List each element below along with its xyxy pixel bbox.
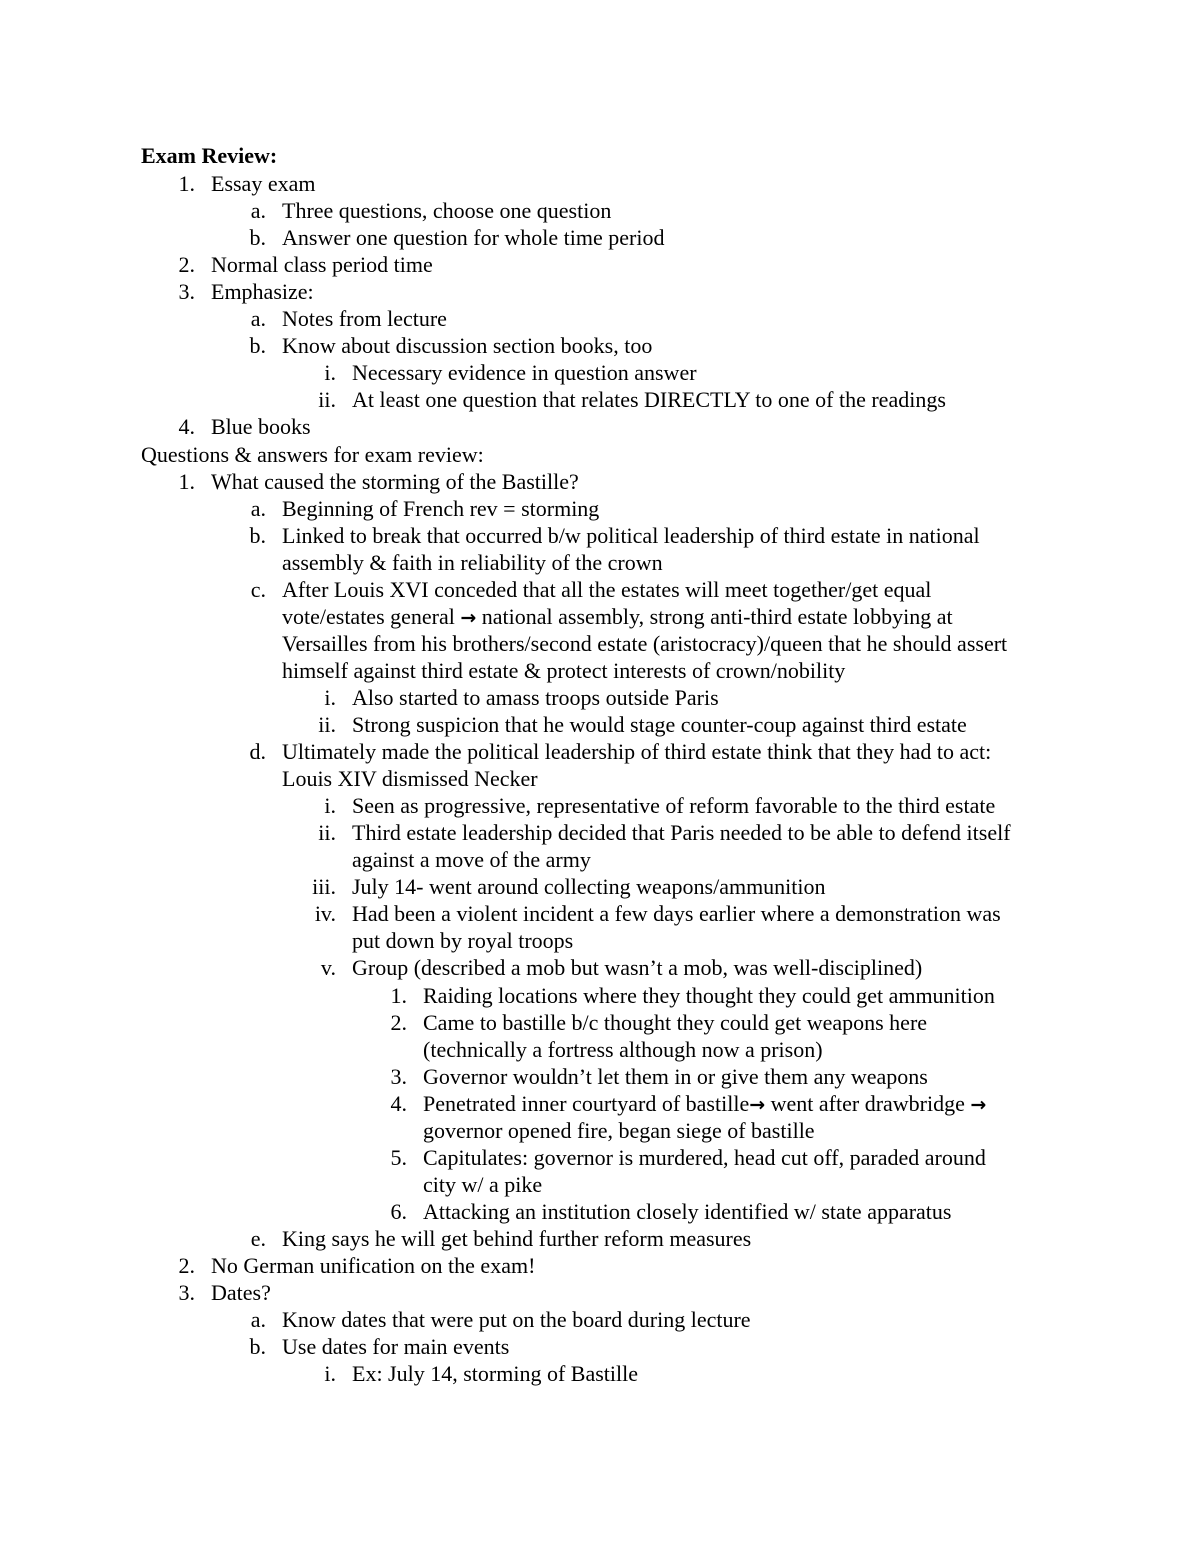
list-marker: iv. (314, 901, 336, 927)
list-item-text: No German unification on the exam! (211, 1253, 536, 1278)
list-item-text: Raiding locations where they thought they could get ammunition (423, 982, 995, 1008)
list-item-text: Penetrated inner courtyard of bastille→ went after drawbridge → (423, 1090, 987, 1116)
outline-line (0, 278, 1200, 305)
list-marker: d. (249, 739, 266, 765)
outline-line (0, 1252, 1200, 1279)
outline-line (0, 305, 1200, 332)
list-item-text: vote/estates general → national assembly, strong anti-third estate lobbying at (282, 603, 953, 629)
outline-line (0, 738, 1200, 765)
outline-line (0, 1117, 1200, 1144)
arrow-icon: → (460, 606, 477, 629)
list-item-text: Louis XIV dismissed Necker (282, 766, 538, 792)
list-item-text: What caused the storming of the Bastille? (211, 468, 579, 494)
list-item-text: Dates? (211, 1280, 271, 1306)
list-item-text: Essay exam (211, 171, 316, 196)
list-item-text: (technically a fortress although now a prison) (423, 1036, 823, 1062)
outline-line (0, 846, 1200, 873)
outline-line (0, 1360, 1200, 1387)
outline-line (0, 386, 1200, 413)
list-item-text: put down by royal troops (352, 928, 574, 954)
list-marker: 6. (390, 1198, 407, 1224)
list-item-text: At least one question that relates DIRECTLY to one of the readings (352, 387, 946, 413)
list-marker: 3. (390, 1063, 407, 1089)
list-marker: 4. (390, 1090, 407, 1116)
list-item-text: himself against third estate & protect interests of crown/nobility (282, 657, 846, 683)
outline-line (0, 792, 1200, 819)
list-marker: 2. (178, 1253, 195, 1278)
outline-line (0, 873, 1200, 900)
list-item-text: Emphasize: (211, 279, 314, 305)
list-marker: i. (324, 1361, 336, 1387)
list-item-text: Normal class period time (211, 252, 433, 278)
list-item-text: city w/ a pike (423, 1171, 543, 1197)
list-item-text: Group (described a mob but wasn’t a mob, was well-disciplined) (352, 955, 923, 981)
outline-line (0, 332, 1200, 359)
list-item-text: governor opened fire, began siege of bastille (423, 1117, 815, 1143)
outline-line (0, 900, 1200, 927)
arrow-icon: → (749, 1093, 766, 1116)
outline-line (0, 549, 1200, 576)
list-marker: 4. (178, 414, 195, 440)
list-marker: ii. (318, 387, 336, 413)
outline-line (0, 468, 1200, 495)
outline-line (0, 711, 1200, 738)
outline-line (0, 197, 1200, 224)
outline-line (0, 1063, 1200, 1090)
list-item-text: Notes from lecture (282, 306, 447, 332)
outline-line (0, 170, 1200, 197)
list-item-text: Had been a violent incident a few days earlier where a demonstration was (352, 901, 1001, 927)
outline-line (0, 927, 1200, 954)
list-marker: 1. (390, 982, 407, 1008)
outline-line (0, 765, 1200, 792)
list-item-text: Three questions, choose one question (282, 198, 612, 224)
list-item-text: Know about discussion section books, too (282, 333, 653, 359)
list-item-text: Blue books (211, 414, 311, 440)
outline-line (0, 1090, 1200, 1117)
list-item-text: Beginning of French rev = storming (282, 495, 600, 521)
list-marker: a. (250, 1307, 266, 1333)
list-item-text: Questions & answers for exam review: (141, 441, 484, 467)
list-item-text: Versailles from his brothers/second estate (aristocracy)/queen that he should assert (282, 630, 1008, 656)
list-marker: 2. (390, 1009, 407, 1035)
list-item-text: Also started to amass troops outside Paris (352, 684, 719, 710)
list-item-text: Third estate leadership decided that Paris needed to be able to defend itself (352, 820, 1011, 846)
list-marker: iii. (312, 874, 336, 900)
list-item-text: against a move of the army (352, 847, 591, 873)
list-item-text: Know dates that were put on the board during lecture (282, 1307, 751, 1333)
list-marker: i. (324, 360, 336, 386)
list-marker: c. (250, 576, 266, 602)
outline-line (0, 1144, 1200, 1171)
arrow-icon: → (970, 1093, 987, 1116)
outline-line (0, 1198, 1200, 1225)
outline-line (0, 1306, 1200, 1333)
outline-line (0, 1171, 1200, 1198)
outline-line (0, 224, 1200, 251)
list-item-text: Capitulates: governor is murdered, head cut off, paraded around (423, 1144, 986, 1170)
list-item-text: July 14- went around collecting weapons/ammunition (352, 874, 826, 900)
outline-line (0, 359, 1200, 386)
outline-line (0, 522, 1200, 549)
list-item-text: Linked to break that occurred b/w political leadership of third estate in national (282, 522, 980, 548)
list-item-text: King says he will get behind further reform measures (282, 1225, 752, 1251)
outline-line (0, 1009, 1200, 1036)
outline-line (0, 1225, 1200, 1252)
outline-line (0, 1279, 1200, 1306)
list-marker: e. (250, 1225, 266, 1251)
list-item-text: After Louis XVI conceded that all the estates will meet together/get equal (282, 576, 932, 602)
list-marker: b. (249, 225, 266, 251)
outline-line (0, 495, 1200, 522)
outline-line (0, 684, 1200, 711)
list-item-text: Ex: July 14, storming of Bastille (352, 1361, 638, 1387)
list-marker: ii. (318, 820, 336, 846)
list-marker: a. (250, 306, 266, 332)
document-title: Exam Review: (141, 143, 278, 168)
list-item-text: Seen as progressive, representative of reform favorable to the third estate (352, 793, 996, 819)
list-marker: 1. (178, 171, 195, 196)
outline-line (0, 1036, 1200, 1063)
outline-line (0, 603, 1200, 630)
list-item-text: Necessary evidence in question answer (352, 360, 697, 386)
list-marker: a. (250, 495, 266, 521)
list-marker: v. (320, 955, 336, 981)
list-marker: i. (324, 684, 336, 710)
list-marker: i. (324, 793, 336, 819)
outline-line (0, 251, 1200, 278)
list-item-text: Strong suspicion that he would stage counter-coup against third estate (352, 712, 967, 737)
list-marker: 5. (390, 1144, 407, 1170)
list-item-text: Attacking an institution closely identified w/ state apparatus (423, 1198, 952, 1224)
list-marker: 1. (178, 468, 195, 494)
outline-line (0, 657, 1200, 684)
list-marker: 3. (178, 279, 195, 305)
list-marker: b. (249, 522, 266, 548)
outline-line (0, 982, 1200, 1009)
list-item-text: assembly & faith in reliability of the crown (282, 549, 663, 575)
list-item-text: Came to bastille b/c thought they could get weapons here (423, 1009, 928, 1035)
list-item-text: Ultimately made the political leadership of third estate think that they had to act: (282, 739, 992, 765)
document-title-line (0, 142, 1200, 169)
list-marker: b. (249, 333, 266, 359)
list-item-text: Answer one question for whole time period (282, 225, 665, 251)
list-marker: 2. (178, 252, 195, 278)
outline-line (0, 413, 1200, 440)
outline-line (0, 441, 1200, 468)
outline-line (0, 819, 1200, 846)
outline-line (0, 954, 1200, 981)
outline-line (0, 1333, 1200, 1360)
list-marker: a. (250, 198, 266, 224)
list-marker: b. (249, 1334, 266, 1360)
list-marker: 3. (178, 1280, 195, 1306)
outline-line (0, 630, 1200, 657)
list-marker: ii. (318, 712, 336, 737)
list-item-text: Governor wouldn’t let them in or give them any weapons (423, 1063, 928, 1089)
list-item-text: Use dates for main events (282, 1334, 510, 1360)
outline-line (0, 576, 1200, 603)
